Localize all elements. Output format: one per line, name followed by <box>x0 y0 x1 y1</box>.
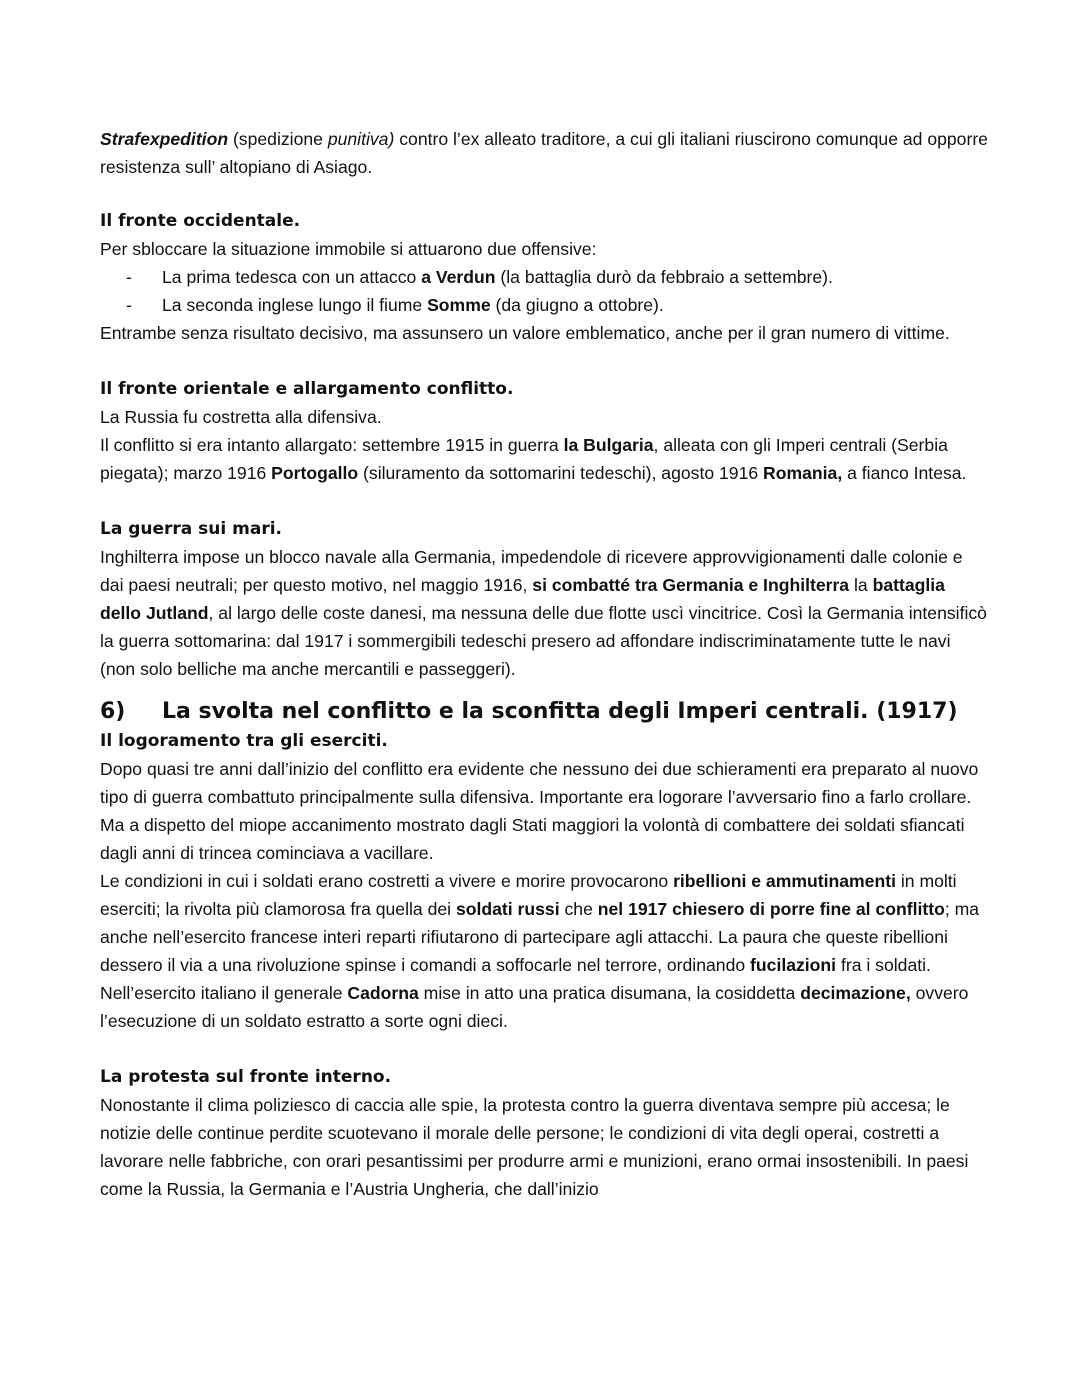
heading-attrition: Il logoramento tra gli eserciti. <box>100 731 388 751</box>
list-item: - La prima tedesca con un attacco a Verdun (la battaglia durò da febbraio a settembre). <box>126 263 990 291</box>
seas-paragraph: Inghilterra impose un blocco navale alla Germania, impedendole di ricevere approvvigionamenti dalle colonie e dai paesi neutrali; per questo motivo, nel maggio 1916, si combatté tra Germania e Inghilterra la battaglia dello Jutland, al largo delle coste danesi, ma nessuna delle due flotte uscì vincitrice. Così la Germania intensificò la guerra sottomarina: dal 1917 i sommergibili tedeschi presero ad affondare indiscriminatamente tutte le navi (non solo belliche ma anche mercantili e passeggeri). <box>100 547 987 679</box>
eastern-p1: La Russia fu costretta alla difensiva. <box>100 407 382 427</box>
intro-rest: contro l’ex alleato traditore, a cui gli italiani riuscirono comunque ad opporre resistenza sull’ altopiano di Asiago. <box>100 129 988 177</box>
attrition-p1: Dopo quasi tre anni dall’inizio del conflitto era evidente che nessuno dei due schieramenti era preparato al nuovo tipo di guerra combattuto principalmente sulla difensiva. Importante era logorare l’avversario fino a farlo crollare. Ma a dispetto del miope accanimento mostrato dagli Stati maggiori la volontà di combattere dei soldati sfiancati dagli anni di trincea cominciava a vacillare. <box>100 759 979 863</box>
section-title: La svolta nel conflitto e la sconfitta degli Imperi centrali. (1917) <box>162 699 958 724</box>
protest-paragraph: Nonostante il clima poliziesco di caccia alle spie, la protesta contro la guerra diventava sempre più accesa; le notizie delle continue perdite scuotevano il morale delle persone; le condizioni di vita degli operai, costretti a lavorare nelle fabbriche, con orari pesantissimi per produrre armi e munizioni, erano ormai insostenibili. In paesi come la Russia, la Germania e l’Austria Ungheria, che dall’inizio <box>100 1095 969 1199</box>
intro-punitiva: punitiva) <box>327 129 395 149</box>
section-number: 6) <box>100 699 126 724</box>
strafexpedition-term: Strafexpedition <box>100 129 229 149</box>
eastern-p2: Il conflitto si era intanto allargato: settembre 1915 in guerra la Bulgaria, alleata con gli Imperi centrali (Serbia piegata); marzo 1916 Portogallo (siluramento da sottomarini tedeschi), agosto 1916 Romania, a fianco Intesa. <box>100 435 967 483</box>
heading-internal-protest: La protesta sul fronte interno. <box>100 1067 392 1087</box>
heading-sea-war: La guerra sui mari. <box>100 519 283 539</box>
offensives-list <box>100 263 990 319</box>
intro-paragraph <box>100 125 990 181</box>
attrition-p2: Le condizioni in cui i soldati erano costretti a vivere e morire provocarono ribellioni e ammutinamenti in molti eserciti; la rivolta più clamorosa fra quella dei soldati russi che nel 1917 chiesero di porre fine al conflitto; ma anche nell’esercito francese interi reparti rifiutarono di partecipare agli attacchi. La paura che queste ribellioni dessero il via a una rivoluzione spinse i comandi a soffocarle nel terrore, ordinando fucilazioni fra i soldati. Nell’esercito italiano il generale Cadorna mise in atto una pratica disumana, la cosiddetta decimazione, ovvero l’esecuzione di un soldato estratto a sorte ogni dieci. <box>100 871 980 1031</box>
document-page <box>100 125 990 1203</box>
heading-eastern-front: Il fronte orientale e allargamento conflitto. <box>100 379 514 399</box>
intro-paren: (spedizione <box>232 129 323 149</box>
western-lead: Per sbloccare la situazione immobile si attuarono due offensive: <box>100 239 597 259</box>
western-closing: Entrambe senza risultato decisivo, ma assunsero un valore emblematico, anche per il gran numero di vittime. <box>100 323 950 343</box>
section-6-heading <box>100 697 990 727</box>
heading-western-front: Il fronte occidentale. <box>100 211 301 231</box>
list-item: - La seconda inglese lungo il fiume Somme (da giugno a ottobre). <box>126 291 990 319</box>
